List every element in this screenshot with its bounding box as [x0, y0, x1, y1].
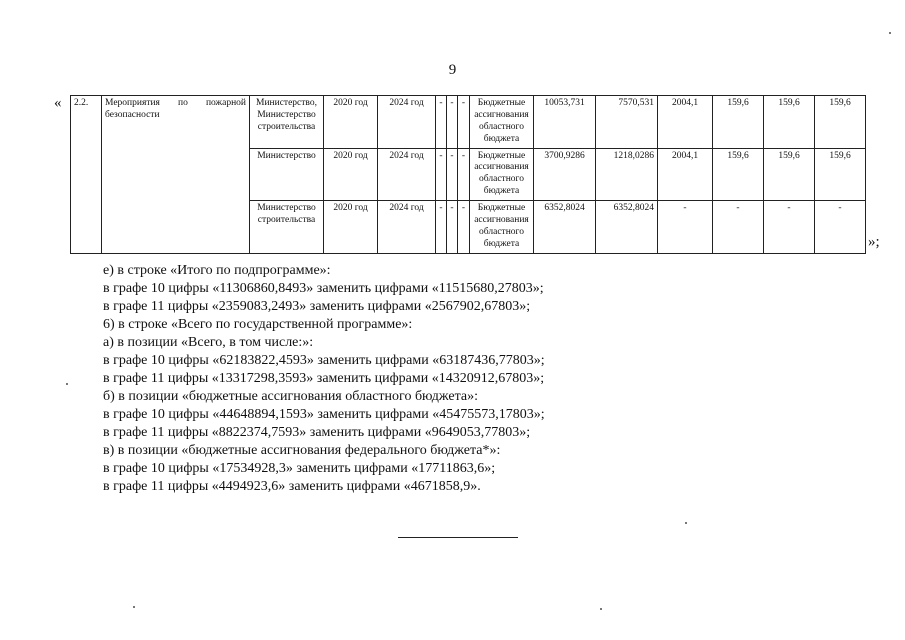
year-value-cell: 1218,0286	[596, 148, 658, 201]
mark-cell: -	[436, 96, 447, 149]
year-value-cell: 6352,8024	[596, 201, 658, 254]
total-cell: 10053,731	[534, 96, 596, 149]
funding-source-cell: Бюджетные ассигнования областного бюджета	[470, 96, 534, 149]
year-value-cell: 159,6	[815, 148, 866, 201]
mark-cell: -	[447, 96, 458, 149]
end-year-cell: 2024 год	[378, 201, 436, 254]
scan-speck	[685, 522, 687, 524]
start-year-cell: 2020 год	[324, 148, 378, 201]
amendment-line: е) в строке «Итого по подпрограмме»:	[103, 263, 331, 278]
mark-cell: -	[458, 148, 470, 201]
scan-speck	[133, 606, 135, 608]
funding-source-cell: Бюджетные ассигнования областного бюджета	[470, 148, 534, 201]
closing-quote: »;	[868, 234, 880, 250]
mark-cell: -	[458, 201, 470, 254]
amendment-line: в графе 11 цифры «4494923,6» заменить цифрами «4671858,9».	[103, 479, 481, 494]
year-value-cell: 2004,1	[658, 96, 713, 149]
scan-speck	[600, 608, 602, 610]
mark-cell: -	[436, 201, 447, 254]
amendment-line: а) в позиции «Всего, в том числе:»:	[103, 335, 314, 350]
total-cell: 3700,9286	[534, 148, 596, 201]
row-number-cell: 2.2.	[71, 96, 102, 254]
scan-speck	[889, 32, 891, 34]
executor-cell: Министерство строительства	[250, 201, 324, 254]
mark-cell: -	[436, 148, 447, 201]
scan-speck	[66, 383, 68, 385]
amendment-line: в) в позиции «бюджетные ассигнования федерального бюджета*»:	[103, 443, 501, 458]
funding-source-cell: Бюджетные ассигнования областного бюджета	[470, 201, 534, 254]
mark-cell: -	[458, 96, 470, 149]
activity-cell: Мероприятия по пожарной безопасности	[102, 96, 250, 254]
amendment-line: в графе 10 цифры «44648894,1593» заменить цифрами «45475573,17803»;	[103, 407, 545, 422]
amendment-line: 6) в строке «Всего по государственной программе»:	[103, 317, 413, 332]
start-year-cell: 2020 год	[324, 96, 378, 149]
opening-quote: «	[54, 95, 62, 111]
year-value-cell: -	[764, 201, 815, 254]
year-value-cell: 159,6	[815, 96, 866, 149]
amendment-line: в графе 11 цифры «2359083,2493» заменить цифрами «2567902,67803»;	[103, 299, 531, 314]
year-value-cell: 159,6	[764, 148, 815, 201]
executor-cell: Министерство	[250, 148, 324, 201]
executor-cell: Министерство, Министерство строительства	[250, 96, 324, 149]
end-year-cell: 2024 год	[378, 96, 436, 149]
page-number: 9	[448, 62, 457, 78]
year-value-cell: 159,6	[713, 96, 764, 149]
total-cell: 6352,8024	[534, 201, 596, 254]
budget-table	[70, 95, 866, 254]
year-value-cell: 159,6	[764, 96, 815, 149]
year-value-cell: 159,6	[713, 148, 764, 201]
year-value-cell: -	[815, 201, 866, 254]
amendment-line: в графе 11 цифры «8822374,7593» заменить цифрами «9649053,77803»;	[103, 425, 531, 440]
end-year-cell: 2024 год	[378, 148, 436, 201]
footer-rule	[398, 537, 518, 538]
year-value-cell: 2004,1	[658, 148, 713, 201]
amendment-line: в графе 10 цифры «62183822,4593» заменить цифрами «63187436,77803»;	[103, 353, 545, 368]
amendment-line: в графе 10 цифры «11306860,8493» заменить цифрами «11515680,27803»;	[103, 281, 544, 296]
mark-cell: -	[447, 201, 458, 254]
mark-cell: -	[447, 148, 458, 201]
year-value-cell: -	[658, 201, 713, 254]
amendment-line: б) в позиции «бюджетные ассигнования областного бюджета»:	[103, 389, 479, 404]
amendment-line: в графе 11 цифры «13317298,3593» заменить цифрами «14320912,67803»;	[103, 371, 545, 386]
start-year-cell: 2020 год	[324, 201, 378, 254]
amendment-line: в графе 10 цифры «17534928,3» заменить цифрами «17711863,6»;	[103, 461, 496, 476]
table-row	[71, 96, 866, 149]
year-value-cell: -	[713, 201, 764, 254]
year-value-cell: 7570,531	[596, 96, 658, 149]
